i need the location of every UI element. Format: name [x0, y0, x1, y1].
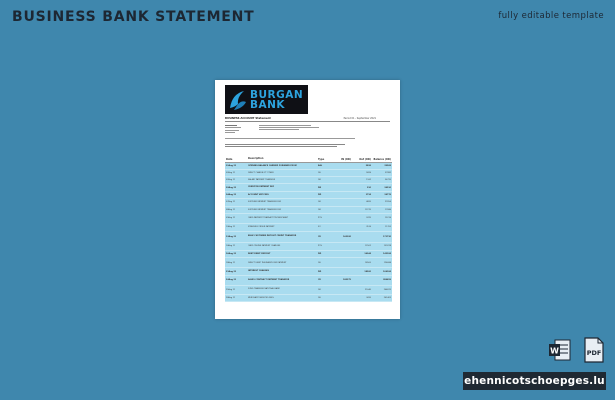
table-cell-out: 16044 — [364, 253, 371, 256]
table-cell-desc: BULK CUSTOMER DEPOSIT CREDIT TRANSFER — [248, 235, 297, 238]
table-row — [225, 177, 392, 184]
table-row — [225, 224, 392, 232]
table-cell-desc: SUPPLIER PAYMENT TRANSFER REF — [248, 201, 281, 204]
table-cell-date: 18Aug 21 — [226, 261, 236, 264]
statement-title: BUSINESS ACCOUNT Statement — [225, 117, 271, 120]
word-icon-label: W — [550, 346, 559, 356]
table-cell-date: 25Aug 21 — [226, 288, 236, 291]
table-cell-date: 21Aug 21 — [226, 270, 237, 273]
table-row — [225, 276, 392, 286]
table-cell-type: DD — [318, 270, 322, 273]
table-cell-out: 18500 — [364, 261, 371, 264]
table-cell-desc: RENT DEBIT DEPOSIT — [248, 252, 271, 255]
notice-line — [225, 138, 355, 139]
table-cell-bal: 261409 — [383, 296, 391, 299]
table-row — [225, 163, 392, 170]
column-header: Type — [318, 157, 325, 161]
table-cell-desc: SALES CONTRACT PAYMENT TRANSFER — [248, 278, 290, 281]
table-row — [225, 258, 392, 268]
column-header: Date — [226, 157, 233, 161]
table-cell-bal: 143184 — [383, 253, 391, 256]
table-cell-type: DD — [318, 296, 321, 299]
table-cell-bal: 36510 — [384, 186, 391, 189]
table-cell-bal: 286459 — [383, 279, 391, 282]
table-cell-out: 210 — [367, 186, 371, 189]
column-header: Out (KD) — [359, 157, 371, 161]
table-cell-type: DR — [318, 179, 321, 182]
table-cell-date: 24Aug 21 — [226, 279, 237, 282]
table-cell-desc: INTEREST CHARGES — [248, 270, 270, 273]
bank-name-line1: BURGAN — [250, 88, 304, 101]
table-cell-type: DD — [318, 172, 321, 175]
table-cell-bal: 15216 — [384, 217, 391, 220]
table-cell-type: DR — [318, 186, 322, 189]
table-cell-desc: SALARY PAYMENT TRANSFER — [248, 179, 276, 182]
header-divider — [225, 121, 390, 122]
column-header: IN (KD) — [341, 157, 351, 161]
table-cell-out: 1734 — [365, 193, 371, 196]
table-row — [225, 184, 392, 191]
table-cell-desc: DIRECT CHARGE PT OTHER — [248, 171, 274, 174]
table-cell-date: 10Aug 21 — [226, 226, 236, 229]
table-cell-out: 4820 — [366, 201, 371, 204]
table-cell-desc: CREDITOR PAYMENT REF — [248, 186, 275, 189]
table-cell-out: 18500 — [364, 270, 371, 273]
table-cell-desc: DIRECT DEBIT INSURANCE REF PAYMENT — [248, 261, 287, 264]
table-cell-desc: CARD ONLINE PAYMENT CHARGES — [248, 245, 281, 247]
table-header — [225, 156, 392, 163]
table-cell-in: 160030 — [343, 235, 351, 238]
table-body — [225, 163, 392, 302]
website-banner[interactable]: ehennicotschoepges.lu — [463, 372, 606, 390]
table-cell-type: CR — [318, 235, 321, 238]
statement-date: Period 01 - September 2021 — [343, 117, 376, 120]
table-cell-type: DD — [318, 261, 321, 264]
table-cell-desc: ACCOUNT VAT FEES — [248, 193, 269, 196]
table-cell-desc: OPENING BALANCE CARRIED FORWARD FROM — [248, 164, 297, 167]
transactions-table — [225, 156, 392, 302]
table-cell-date: 09Aug 21 — [226, 217, 236, 220]
table-cell-type: DD — [318, 253, 322, 256]
table-cell-date: 14Aug 21 — [226, 245, 236, 248]
table-cell-date: 12Aug 21 — [226, 235, 237, 238]
table-cell-date: 02Aug 21 — [226, 172, 236, 175]
table-cell-type: DR — [318, 201, 321, 204]
statement-preview — [215, 80, 400, 319]
table-row — [225, 295, 392, 303]
table-cell-out: 1162 — [366, 179, 371, 182]
table-cell-bal: 264819 — [383, 288, 391, 291]
table-cell-desc: SUPPLIER PAYMENT TRANSFER REF — [248, 208, 281, 211]
table-cell-desc: FUND TRANSFER NATIONAL BANK — [248, 288, 280, 291]
table-cell-date: 28Aug 21 — [226, 296, 236, 299]
table-cell-bal: 11700 — [384, 226, 391, 229]
pdf-icon-label: PDF — [586, 349, 602, 357]
table-cell-date: 03Aug 21 — [226, 186, 237, 189]
table-row — [225, 243, 392, 252]
table-row — [225, 170, 392, 177]
table-cell-out: 12502 — [364, 245, 371, 248]
pdf-document-icon[interactable] — [583, 337, 605, 363]
table-cell-type: DR — [318, 208, 321, 211]
table-cell-out: 12270 — [364, 208, 371, 211]
table-cell-out: 5826 — [365, 165, 371, 167]
table-cell-bal: 29956 — [384, 201, 391, 204]
table-cell-date: 02Aug 21 — [226, 179, 236, 182]
table-row — [225, 207, 392, 214]
address-block-left — [225, 125, 243, 132]
column-header: Description — [248, 156, 264, 160]
table-cell-bal: 171730 — [383, 235, 391, 238]
bank-name-line2: BANK — [250, 98, 286, 111]
table-row — [225, 251, 392, 258]
table-row — [225, 232, 392, 243]
table-cell-bal: 39908 — [384, 165, 391, 167]
table-cell-type: CR — [318, 279, 321, 282]
table-cell-bal: 124684 — [383, 261, 391, 264]
table-cell-date: 16Aug 21 — [226, 253, 237, 256]
table-cell-desc: STANDING ORDER PAYMENT — [248, 225, 275, 228]
table-row — [225, 214, 392, 224]
table-row — [225, 286, 392, 295]
table-cell-type: BAL — [318, 165, 323, 167]
table-cell-type: DD — [318, 193, 322, 196]
column-header: Balance (KD) — [373, 157, 391, 161]
table-cell-bal: 106184 — [383, 270, 391, 273]
table-cell-date: 01Aug 21 — [226, 165, 237, 167]
bank-logo — [225, 85, 308, 114]
table-cell-bal: 37882 — [384, 172, 391, 175]
table-cell-bal: 17686 — [384, 208, 391, 211]
table-cell-type: DR — [318, 288, 321, 291]
table-cell-bal: 34776 — [384, 193, 391, 196]
table-cell-date: 07Aug 21 — [226, 201, 236, 204]
table-cell-out: 2470 — [366, 217, 371, 220]
table-row — [225, 199, 392, 207]
bank-logo-mark-icon — [228, 88, 248, 112]
table-cell-date: 08Aug 21 — [226, 208, 236, 211]
table-cell-out: 3410 — [366, 296, 371, 299]
table-cell-type: POS — [318, 245, 322, 248]
table-cell-type: POS — [318, 217, 322, 220]
table-cell-date: 04Aug 21 — [226, 193, 237, 196]
table-cell-out: 5826 — [366, 172, 371, 175]
table-cell-out: 3516 — [366, 226, 371, 229]
table-cell-type: SO — [318, 226, 321, 229]
table-cell-out: 21640 — [364, 288, 371, 291]
page-subtitle: fully editable template — [498, 11, 604, 21]
page-headline: BUSINESS BANK STATEMENT — [12, 9, 255, 25]
table-row — [225, 192, 392, 199]
table-row — [225, 268, 392, 275]
table-cell-desc: CARD PAYMENT TRANSACTION MERCHANT — [248, 217, 289, 220]
table-cell-bal: 36720 — [384, 179, 391, 182]
table-cell-in: 180275 — [343, 279, 351, 282]
table-cell-bal: 159228 — [383, 245, 391, 248]
bank-logo-wordmark — [250, 90, 303, 110]
address-block-right — [259, 125, 329, 132]
table-cell-desc: MERCHANT SERVICES FEES — [248, 296, 274, 299]
word-document-icon[interactable] — [548, 338, 572, 362]
summary-lines — [225, 144, 345, 147]
